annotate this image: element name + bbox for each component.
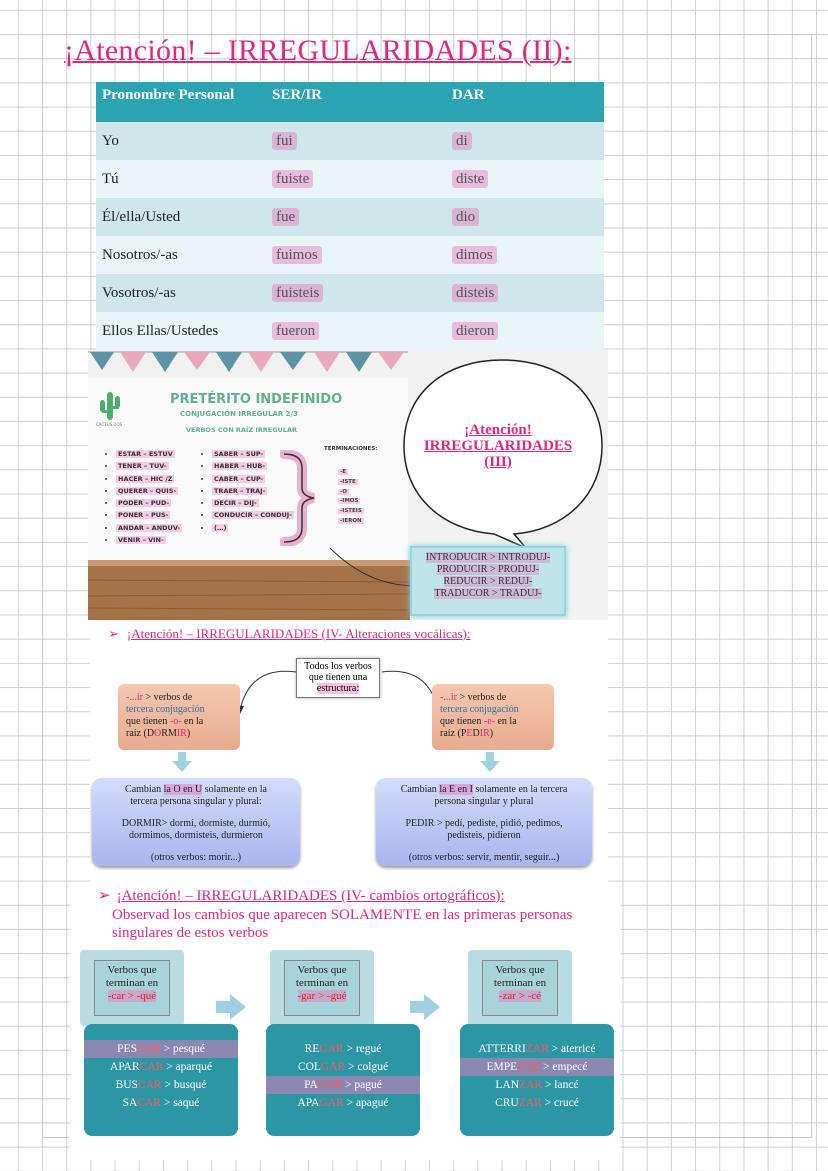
table-row	[96, 236, 604, 274]
irregularidades-iii-title	[406, 422, 590, 470]
pedir-structure-box	[432, 684, 554, 750]
sb-text: IR	[479, 728, 490, 739]
table-cell	[446, 198, 604, 236]
ending-card	[80, 950, 184, 1026]
table-header: SER/IR	[266, 82, 446, 122]
termination-item	[338, 478, 364, 488]
table-row	[96, 198, 604, 236]
sb-text: -...ir	[440, 692, 457, 703]
center-line: que tienen una	[308, 672, 368, 683]
ending-line: Verbos que	[495, 964, 545, 976]
example-result: > saqué	[160, 1097, 200, 1109]
introducir-line	[414, 576, 562, 588]
termination-item	[338, 517, 364, 527]
termination-text: -IERON	[340, 517, 362, 524]
cactus-icon	[98, 390, 122, 422]
introducir-box	[410, 546, 566, 616]
example-result: > regué	[343, 1043, 382, 1055]
rb-text: pedisteis, pidieron	[447, 830, 521, 841]
ending-label	[94, 960, 170, 1016]
cambios-ortograficos-section	[70, 882, 620, 1160]
example-line	[84, 1094, 238, 1112]
ending-label	[482, 960, 558, 1016]
example-result: > empecé	[540, 1061, 588, 1073]
verb-item	[116, 448, 182, 460]
verb-text: DECIR – DIJ-	[214, 499, 257, 508]
connector-line	[328, 546, 418, 590]
rb-text: solamente en la tercera	[472, 784, 568, 795]
termination-item	[338, 497, 364, 507]
example-stem: LAN	[495, 1079, 520, 1091]
rb-text: dormimos, dormisteis, durmieron	[129, 830, 263, 841]
examples-card	[84, 1024, 238, 1136]
rb-text: persona singular y plural	[434, 796, 534, 807]
termination-text: -IMOS	[340, 498, 359, 505]
verb-form: fue	[272, 208, 299, 226]
sec4-title	[98, 886, 505, 905]
verb-text: TENER – TUV-	[118, 462, 167, 471]
table-row	[96, 274, 604, 312]
table-cell	[266, 236, 446, 274]
down-arrow-icon	[480, 752, 500, 772]
rb-text: Cambian	[400, 784, 440, 795]
introducir-line	[414, 588, 562, 600]
indefinido-subtitle-2: VERBOS CON RAÍZ IRREGULAR	[186, 426, 297, 434]
example-line	[266, 1040, 420, 1058]
pronoun: Él/ella/Usted	[102, 208, 181, 225]
sb-text: -o-	[169, 716, 182, 727]
introducir-text: REDUCIR > REDUJ-	[443, 576, 533, 587]
introducir-text: PRODUCIR > PRODUJ-	[436, 564, 540, 575]
verb-form: dieron	[452, 322, 498, 340]
table-cell	[446, 236, 604, 274]
example-result: > apagué	[343, 1097, 389, 1109]
introducir-text: TRADUCOR > TRADUJ-	[434, 588, 542, 599]
ending-line: Verbos que	[297, 964, 347, 976]
verb-text: CABER – CUP-	[214, 474, 264, 483]
table-cell	[446, 122, 604, 160]
example-line	[266, 1058, 420, 1076]
dormir-result-box	[92, 778, 300, 866]
sb-text: -e-	[483, 716, 495, 727]
indefinido-title: PRETÉRITO INDEFINIDO	[170, 392, 343, 407]
table-cell	[266, 198, 446, 236]
table-cell	[446, 160, 604, 198]
example-stem: SA	[122, 1097, 138, 1109]
sec3-title-text: ¡Atención! – IRREGULARIDADES (IV- Alteraciones vocálicas):	[126, 626, 471, 641]
example-stem: CRU	[495, 1097, 519, 1109]
terminaciones-label: TERMINACIONES:	[324, 446, 378, 452]
verb-text: QUERER – QUIS-	[118, 486, 177, 495]
rb-text: DORMIR> dormí, dormiste, durmió,	[121, 818, 271, 829]
example-result: > busqué	[161, 1079, 207, 1091]
verb-item	[116, 497, 182, 509]
dormir-structure-box	[118, 684, 240, 750]
verb-text: ESTAR – ESTUV	[118, 450, 173, 458]
verb-form: dimos	[452, 246, 497, 264]
center-line: estructura:	[316, 683, 360, 694]
example-stem: RE	[304, 1043, 320, 1055]
right-arrow-icon	[216, 994, 246, 1020]
sb-text: que tienen	[440, 716, 484, 727]
sb-text: D	[472, 728, 480, 739]
example-ending: ZAR	[519, 1079, 543, 1091]
rb-text: PEDIR > pedí, pediste, pidió, pedimos,	[405, 818, 563, 829]
table-row	[96, 312, 604, 350]
verb-form: fuisteis	[272, 284, 323, 302]
example-ending: CAR	[137, 1079, 162, 1091]
table-cell	[96, 198, 266, 236]
example-line	[460, 1094, 614, 1112]
rb-text: la O en U	[163, 784, 203, 795]
ser-ir-dar-table	[96, 82, 604, 351]
sb-text: raíz (P	[440, 728, 467, 739]
center-line: Todos los verbos	[304, 661, 372, 672]
rb-text: la E en I	[439, 784, 473, 795]
example-line	[460, 1058, 614, 1076]
example-line	[266, 1094, 420, 1112]
irregular-verbs-list-1	[106, 448, 182, 546]
brace-icon	[280, 450, 324, 546]
verb-form: fueron	[272, 322, 319, 340]
example-ending: GAR	[317, 1079, 343, 1091]
example-result: > lancé	[542, 1079, 579, 1091]
terminaciones-list	[338, 468, 364, 527]
example-result: > pesqué	[160, 1043, 205, 1055]
verb-form: di	[452, 132, 472, 150]
bunting-decoration	[88, 350, 408, 378]
table-cell	[266, 312, 446, 350]
table-cell	[96, 274, 266, 312]
verb-form: fuimos	[272, 246, 322, 264]
bullet-arrow-icon: ➢	[108, 626, 119, 641]
termination-item	[338, 488, 364, 498]
table-row	[96, 122, 604, 160]
termination-text: -ISTEIS	[340, 508, 362, 515]
rb-text: tercera persona singular y plural:	[130, 796, 262, 807]
pronoun: Nosotros/-as	[102, 246, 178, 263]
introducir-line	[414, 564, 562, 576]
bubble-line: (III)	[484, 454, 512, 470]
curved-arrow-left	[230, 666, 298, 716]
sec4-subtitle: Observad los cambios que aparecen SOLAMENTE en las primeras personas singulares de estos verbos	[112, 907, 573, 941]
termination-item	[338, 468, 364, 478]
table-cell	[96, 312, 266, 350]
termination-text: -E	[340, 469, 347, 475]
pronoun: Tú	[102, 170, 119, 187]
example-line	[266, 1076, 420, 1094]
pronoun: Ellos Ellas/Ustedes	[102, 322, 219, 339]
example-ending: CAR	[137, 1097, 161, 1109]
verb-text: SABER – SUP-	[214, 450, 264, 458]
table-header: DAR	[446, 82, 604, 122]
example-line	[84, 1076, 238, 1094]
termination-text: -O	[340, 488, 347, 495]
table-cell	[446, 274, 604, 312]
example-ending: GAR	[319, 1043, 344, 1055]
indefinido-section	[88, 350, 608, 620]
verb-text: PONER – PUS-	[118, 511, 169, 520]
pedir-result-box	[376, 778, 592, 866]
example-stem: PA	[304, 1079, 318, 1091]
table-cell	[266, 274, 446, 312]
verb-text: PODER – PUD-	[118, 499, 170, 508]
example-ending: GAR	[320, 1061, 346, 1073]
example-stem: APAR	[110, 1061, 140, 1073]
ending-card	[468, 950, 572, 1026]
example-ending: CAR	[139, 1061, 164, 1073]
sb-text: O	[154, 728, 162, 739]
sb-text: tercera conjugación	[126, 704, 205, 715]
example-stem: APA	[297, 1097, 320, 1109]
verb-text: ANDAR – ANDUV-	[118, 523, 181, 532]
page-title: ¡Atención! – IRREGULARIDADES (II):	[64, 34, 572, 67]
sb-text: E	[466, 728, 473, 739]
verb-text: (…)	[214, 523, 227, 532]
example-line	[84, 1058, 238, 1076]
example-stem: COL	[297, 1061, 321, 1073]
sec4-title-text: ¡Atención! – IRREGULARIDADES (IV- cambios ortográficos):	[116, 888, 505, 904]
sb-text: raíz (D	[126, 728, 155, 739]
example-line	[460, 1040, 614, 1058]
verb-item	[116, 473, 182, 485]
table-row	[96, 160, 604, 198]
rb-text: (otros verbos: morir...)	[150, 852, 242, 863]
rb-text: solamente en la	[202, 784, 267, 795]
verb-item	[116, 522, 182, 534]
verb-text: VENIR – VIN-	[118, 536, 164, 545]
sb-text: RM	[161, 728, 177, 739]
logo-text: CACTUS DOS	[96, 422, 123, 427]
ending-line: terminan en	[295, 977, 349, 989]
pronoun: Vosotros/-as	[102, 284, 176, 301]
sb-text: IR	[176, 728, 187, 739]
ending-rule: -gar > -gué	[297, 990, 347, 1002]
table-header: Pronombre Personal	[96, 82, 266, 122]
verb-text: CONDUCIR – CONDUJ-	[214, 511, 292, 520]
table-cell	[266, 122, 446, 160]
ending-line: terminan en	[105, 977, 159, 989]
example-stem: EMPE	[486, 1061, 518, 1073]
indefinido-subtitle: CONJUGACIÓN IRREGULAR 2/3	[180, 410, 298, 418]
sb-text: )	[489, 728, 494, 739]
ending-card	[270, 950, 374, 1026]
table-cell	[96, 122, 266, 160]
bubble-line: IRREGULARIDADES	[423, 438, 573, 454]
ending-rule: -zar > -cé	[498, 990, 542, 1002]
table-cell	[266, 160, 446, 198]
down-arrow-icon	[172, 752, 192, 772]
sb-text: )	[186, 728, 191, 739]
verb-form: fuiste	[272, 170, 313, 188]
ending-line: terminan en	[493, 977, 547, 989]
example-stem: PES	[117, 1043, 137, 1055]
bubble-line: ¡Atención!	[464, 422, 532, 438]
pronoun: Yo	[102, 132, 119, 149]
ending-rule: -car > -qué	[107, 990, 157, 1002]
examples-card	[460, 1024, 614, 1136]
ending-line: Verbos que	[107, 964, 157, 976]
sb-text: que tienen	[126, 716, 170, 727]
introducir-text: INTRODUCIR > INTRODUJ-	[425, 552, 551, 563]
verb-item	[116, 534, 182, 546]
sb-text: en la	[181, 716, 204, 727]
example-result: > aparqué	[163, 1061, 212, 1073]
sb-text: tercera conjugación	[440, 704, 519, 715]
verb-item	[116, 509, 182, 521]
verb-item	[116, 485, 182, 497]
termination-item	[338, 507, 364, 517]
verb-form: dio	[452, 208, 479, 226]
example-result: > pagué	[342, 1079, 382, 1091]
termination-text: -ISTE	[340, 478, 356, 485]
sec3-title	[108, 626, 470, 642]
example-line	[460, 1076, 614, 1094]
verb-form: diste	[452, 170, 488, 188]
introducir-line	[414, 552, 562, 564]
verb-text: TRAER – TRAJ-	[214, 486, 266, 495]
sb-text: -...ir	[126, 692, 143, 703]
example-stem: BUS	[115, 1079, 138, 1091]
verb-item	[116, 460, 182, 472]
example-stem: ATTERRI	[478, 1043, 526, 1055]
table-cell	[96, 236, 266, 274]
verb-text: HABER – HUB-	[214, 462, 266, 471]
sb-text: > verbos de	[456, 692, 507, 703]
rb-text: (otros verbos: servir, mentir, seguir...)	[408, 852, 560, 863]
example-result: > aterricé	[548, 1043, 596, 1055]
bullet-arrow-icon: ➢	[98, 888, 111, 904]
examples-card	[266, 1024, 420, 1136]
example-result: > crucé	[541, 1097, 579, 1109]
verb-text: HACER – HIC /Z	[118, 474, 173, 483]
sb-text: en la	[494, 716, 517, 727]
example-line	[84, 1040, 238, 1058]
table-cell	[96, 160, 266, 198]
right-arrow-icon	[410, 994, 440, 1020]
ending-label	[284, 960, 360, 1016]
table-cell	[446, 312, 604, 350]
example-ending: GAR	[319, 1097, 344, 1109]
example-ending: CAR	[137, 1043, 161, 1055]
example-result: > colgué	[345, 1061, 389, 1073]
rb-text: Cambian	[125, 784, 164, 795]
verb-form: disteis	[452, 284, 498, 302]
example-ending: ZAR	[518, 1097, 542, 1109]
alteraciones-vocalicas-section	[90, 620, 608, 882]
sb-text: > verbos de	[142, 692, 193, 703]
verb-form: fui	[272, 132, 297, 150]
example-ending: ZAR	[525, 1043, 549, 1055]
estructura-box	[296, 658, 380, 698]
example-ending: ZAR	[517, 1061, 541, 1073]
